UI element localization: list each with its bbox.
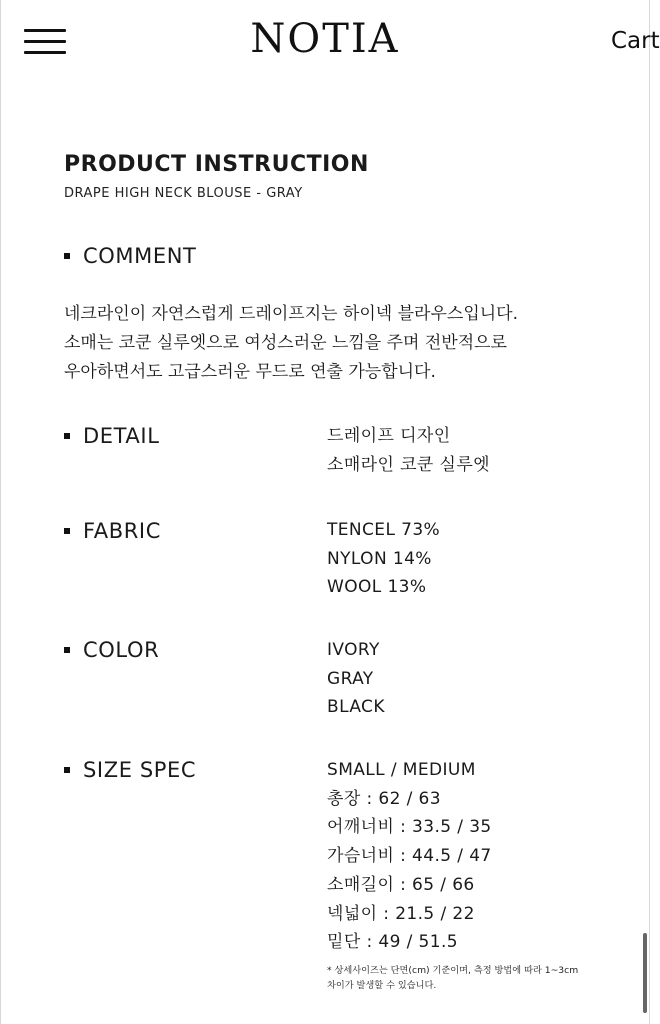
comment-text	[64, 300, 518, 387]
comment-line: 소매는 코쿤 실루엣으로 여성스러운 느낌을 주며 전반적으로	[64, 333, 507, 353]
detail-heading-label: DETAIL	[83, 424, 160, 448]
fabric-value: TENCEL 73%	[327, 520, 441, 540]
size-spec-heading-label: SIZE SPEC	[83, 758, 197, 782]
bullet-icon	[64, 253, 70, 259]
size-note	[327, 963, 578, 993]
detail-heading	[64, 424, 160, 448]
size-spec-value: 소매길이 : 65 / 66	[327, 874, 475, 895]
color-value: GRAY	[327, 668, 374, 689]
comment-line: 네크라인이 자연스럽게 드레이프지는 하이넥 블라우스입니다.	[64, 304, 518, 324]
detail-value: 소매라인 코쿤 실루엣	[327, 454, 491, 475]
size-spec-value: 총장 : 62 / 63	[327, 788, 441, 809]
fabric-value: NYLON 14%	[327, 548, 432, 569]
fabric-heading-label: FABRIC	[83, 519, 161, 543]
product-name: DRAPE HIGH NECK BLOUSE - GRAY	[64, 186, 303, 201]
size-spec-values	[327, 756, 492, 957]
color-values	[327, 636, 385, 722]
cart-link[interactable]: Cart	[611, 28, 660, 54]
page-title: PRODUCT INSTRUCTION	[64, 152, 369, 177]
size-spec-value: SMALL / MEDIUM	[327, 760, 476, 780]
color-heading	[64, 638, 159, 662]
color-value: IVORY	[327, 640, 380, 660]
color-heading-label: COLOR	[83, 638, 160, 662]
size-spec-value: 넥넓이 : 21.5 / 22	[327, 903, 475, 924]
fabric-values	[327, 516, 440, 602]
brand-logo[interactable]: NOTIA	[250, 16, 400, 62]
size-spec-heading	[64, 758, 196, 782]
size-spec-value: 어깨너비 : 33.5 / 35	[327, 817, 492, 838]
size-note-line: * 상세사이즈는 단면(cm) 기준이며, 측정 방법에 따라 1~3cm	[327, 965, 579, 976]
detail-value: 드레이프 디자인	[327, 426, 451, 446]
bullet-icon	[64, 433, 70, 439]
size-note-line: 차이가 발생할 수 있습니다.	[327, 980, 437, 991]
comment-heading-label: COMMENT	[83, 244, 197, 268]
size-spec-value: 가슴너비 : 44.5 / 47	[327, 846, 492, 867]
bullet-icon	[64, 767, 70, 773]
color-value: BLACK	[327, 697, 385, 718]
fabric-heading	[64, 519, 161, 543]
size-spec-value: 밑단 : 49 / 51.5	[327, 932, 458, 953]
detail-values	[327, 422, 490, 479]
comment-heading	[64, 244, 196, 268]
bullet-icon	[64, 528, 70, 534]
comment-line: 우아하면서도 고급스러운 무드로 연출 가능합니다.	[64, 362, 436, 382]
fabric-value: WOOL 13%	[327, 577, 427, 598]
bullet-icon	[64, 647, 70, 653]
scrollbar-thumb[interactable]	[643, 933, 647, 1013]
